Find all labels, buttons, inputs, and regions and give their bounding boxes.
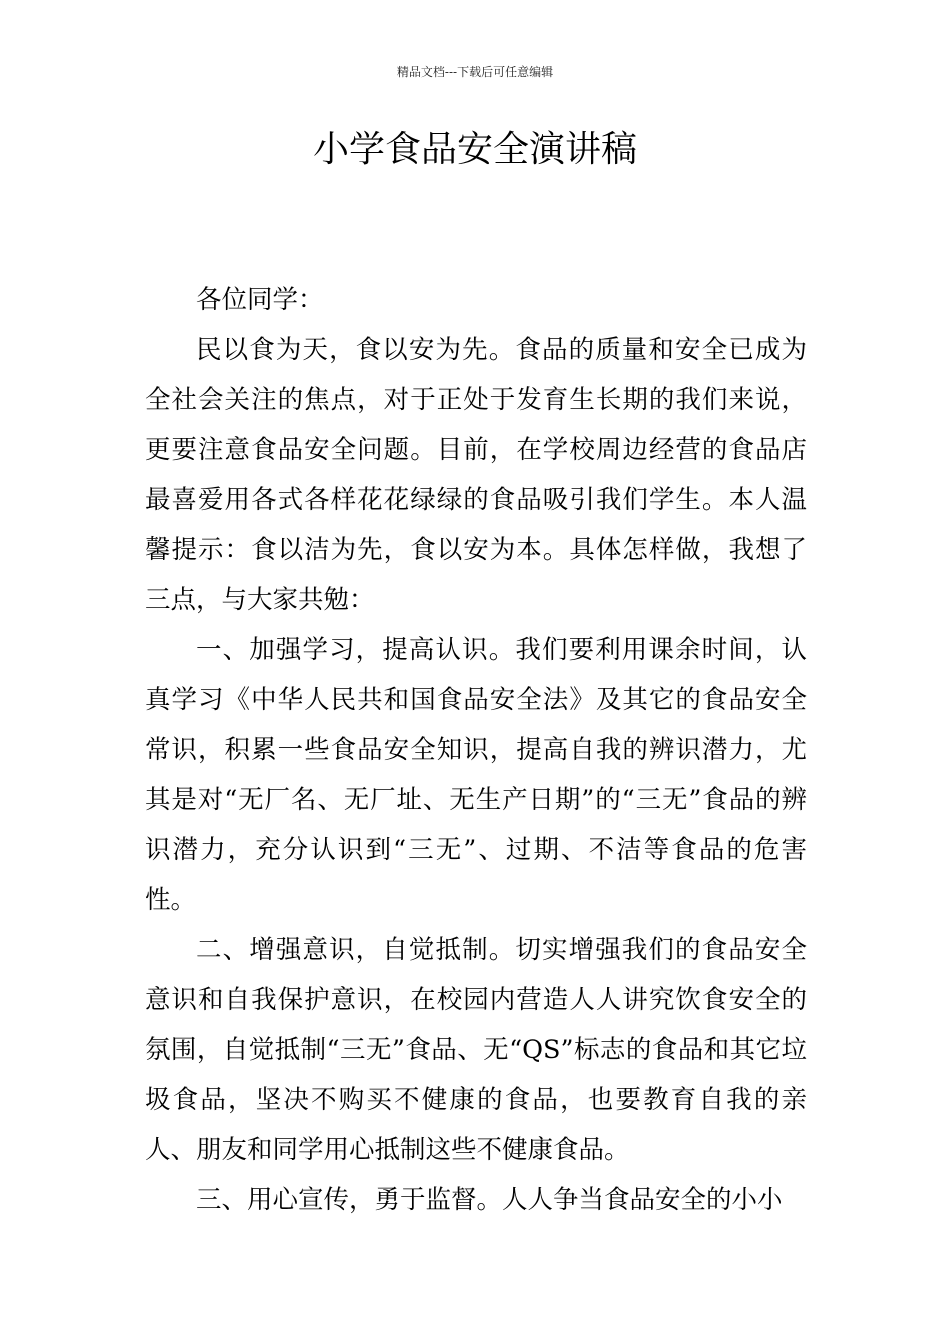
document-title: 小学食品安全演讲稿 (312, 129, 637, 170)
point-three-paragraph: 三、用心宣传，勇于监督。人人争当食品安全的小小 (196, 1185, 783, 1215)
point-two-paragraph: 二、增强意识，自觉抵制。切实增强我们的食品安全意识和自我保护意识，在校园内营造人人讲究饮食安全的氛围，自觉抵制“三无”食品、无“QS”标志的食品和其它垃圾食品，坚决不购买不健康的食品，也要教育自我的亲人、朋友和同学用心抵制这些不健康食品。 (145, 935, 807, 1165)
intro-paragraph: 民以食为天，食以安为先。食品的质量和安全已成为全社会关注的焦点，对于正处于发育生长期的我们来说，更要注意食品安全问题。目前，在学校周边经营的食品店最喜爱用各式各样花花绿绿的食品吸引我们学生。本人温馨提示：食以洁为先，食以安为本。具体怎样做，我想了三点，与大家共勉： (145, 335, 807, 615)
point-one-paragraph: 一、加强学习，提高认识。我们要利用课余时间，认真学习《中华人民共和国食品安全法》及其它的食品安全常识，积累一些食品安全知识，提高自我的辨识潜力，尤其是对“无厂名、无厂址、无生产日期”的“三无”食品的辨识潜力，充分认识到“三无”、过期、不洁等食品的危害性。 (145, 635, 807, 915)
salutation-paragraph: 各位同学： (196, 285, 324, 315)
header-note: 精品文档---下载后可任意编辑 (396, 65, 554, 79)
document-body (145, 275, 807, 1225)
